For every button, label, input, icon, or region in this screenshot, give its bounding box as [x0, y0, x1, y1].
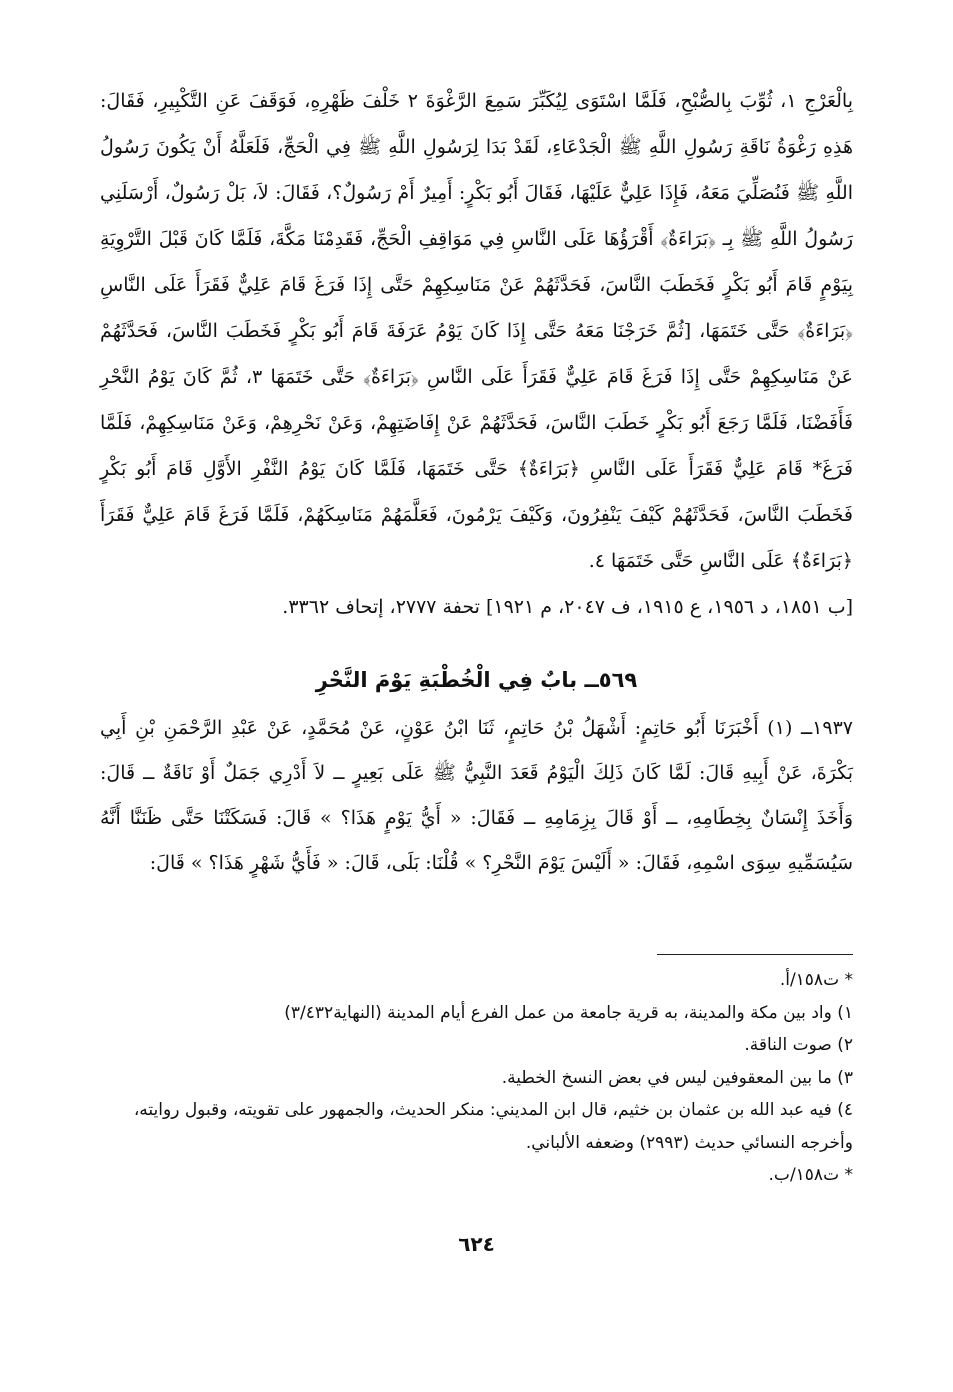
- footnote: ١) واد بين مكة والمدينة، به قرية جامعة من عمل الفرع أيام المدينة (النهاية٣/٤٣٢): [284, 1002, 853, 1023]
- hadith-block: [100, 706, 853, 886]
- page-number: ٦٢٤: [458, 1232, 495, 1256]
- footnotes: [100, 964, 853, 1192]
- footnote: * ت١٥٨/ب.: [768, 1165, 853, 1185]
- main-paragraph: بِالْعَرْجِ ١، ثُوِّبَ بِالصُّبْحِ، فَلَمَّا اسْتَوَى لِيُكَبِّرَ سَمِعَ الرَّغْوَةَ ٢ خَلْفَ ظَهْرِهِ، فَوَقَفَ عَنِ التَّكْبِيرِ، فَقَالَ: هَذِهِ رَغْوَةُ نَاقَةِ رَسُولِ اللَّهِ ﷺ الْجَدْعَاءِ، لَقَدْ بَدَا لِرَسُولِ اللَّهِ ﷺ فِي الْحَجِّ، فَلَعَلَّهُ أَنْ يَكُونَ رَسُولُ اللَّهِ ﷺ فَنُصَلِّيَ مَعَهُ، فَإِذَا عَلِيٌّ عَلَيْهَا، فَقَالَ أَبُو بَكْرٍ: أَمِيرٌ أَمْ رَسُولٌ؟، فَقَالَ: لاَ، بَلْ رَسُولٌ، أَرْسَلَنِي رَسُولُ اللَّهِ ﷺ بِـ ﴿بَرَاءَةٌ﴾ أَقْرَؤُهَا عَلَى النَّاسِ فِي مَوَاقِفِ الْحَجِّ، فَقَدِمْنَا مَكَّةَ، فَلَمَّا كَانَ قَبْلَ التَّرْوِيَةِ بِيَوْمٍ قَامَ أَبُو بَكْرٍ فَخَطَبَ النَّاسَ، فَحَدَّثَهُمْ عَنْ مَنَاسِكِهِمْ حَتَّى إِذَا فَرَغَ قَامَ عَلِيٌّ فَقَرَأَ عَلَى النَّاسِ ﴿بَرَاءَةٌ﴾ حَتَّى خَتَمَهَا، [ثُمَّ خَرَجْنَا مَعَهُ حَتَّى إِذَا كَانَ يَوْمُ عَرَفَةَ قَامَ أَبُو بَكْرٍ فَخَطَبَ النَّاسَ، فَحَدَّثَهُمْ عَنْ مَنَاسِكِهِمْ حَتَّى إِذَا فَرَغَ قَامَ عَلِيٌّ فَقَرَأَ عَلَى النَّاسِ ﴿بَرَاءَةٌ﴾ حَتَّى خَتَمَهَا ٣، ثُمَّ كَانَ يَوْمُ النَّحْرِ فَأَفَضْنَا، فَلَمَّا رَجَعَ أَبُو بَكْرٍ خَطَبَ النَّاسَ، فَحَدَّثَهُمْ عَنْ إِفَاضَتِهِمْ، وَعَنْ نَحْرِهِمْ، وَعَنْ مَنَاسِكِهِمْ، فَلَمَّا فَرَغَ* قَامَ عَلِيٌّ فَقَرَأَ عَلَى النَّاسِ ﴿بَرَاءَةٌ﴾ حَتَّى خَتَمَهَا، فَلَمَّا كَانَ يَوْمُ النَّفْرِ الأَوَّلِ قَامَ أَبُو بَكْرٍ فَخَطَبَ النَّاسَ، فَحَدَّثَهُمْ كَيْفَ يَنْفِرُونَ، وَكَيْفَ يَرْمُونَ، فَعَلَّمَهُمْ مَنَاسِكَهُمْ، فَلَمَّا فَرَغَ قَامَ عَلِيٌّ فَقَرَأَ ﴿بَرَاءَةٌ﴾ عَلَى النَّاسِ حَتَّى خَتَمَهَا ٤.: [100, 90, 853, 572]
- footnote: * ت١٥٨/أ.: [779, 970, 853, 990]
- footnote: ٢) صوت الناقة.: [744, 1035, 853, 1055]
- main-text-block: [100, 78, 853, 630]
- footnote: ٤) فيه عبد الله بن عثمان بن خثيم، قال ابن المديني: منكر الحديث، والجمهور على تقويته، وقبول روايته، وأخرجه النسائي حديث (٢٩٩٣) وضعفه الألباني.: [133, 1100, 853, 1153]
- chapter-heading: ٥٦٩ــ بابٌ فِي الْخُطْبَةِ يَوْمَ النَّحْرِ: [315, 668, 638, 692]
- footnote: ٣) ما بين المعقوفين ليس في بعض النسخ الخطية.: [501, 1067, 853, 1088]
- hadith-paragraph: ١٩٣٧ــ (١) أَخْبَرَنَا أَبُو حَاتِمٍ: أَشْهَلُ بْنُ حَاتِمٍ، ثَنَا ابْنُ عَوْنٍ، عَنْ مُحَمَّدٍ، عَنْ عَبْدِ الرَّحْمَنِ بْنِ أَبِي بَكْرَةَ، عَنْ أَبِيهِ قَالَ: لَمَّا كَانَ ذَلِكَ الْيَوْمُ قَعَدَ النَّبِيُّ ﷺ عَلَى بَعِيرٍ ــ لاَ أَدْرِي جَمَلٌ أَوْ نَاقَةٌ ــ قَالَ: وَأَخَذَ إِنْسَانٌ بِخِطَامِهِ، ــ أَوْ قَالَ بِزِمَامِهِ ــ فَقَالَ: « أَيُّ يَوْمٍ هَذَا؟ » قَالَ: فَسَكَتْنَا حَتَّى ظَنَنَّا أَنَّهُ سَيُسَمِّيهِ سِوَى اسْمِهِ، فَقَالَ: « أَلَيْسَ يَوْمَ النَّحْرِ؟ » قُلْنَا: بَلَى، قَالَ: « فَأَيُّ شَهْرٍ هَذَا؟ » قَالَ:: [100, 717, 853, 874]
- source-reference: [ب ١٨٥١، د ١٩٥٦، ع ١٩١٥، ف ٢٠٤٧، م ١٩٢١] تحفة ٢٧٧٧، إتحاف ٣٣٦٢.: [282, 596, 853, 618]
- footnote-divider: [657, 954, 853, 955]
